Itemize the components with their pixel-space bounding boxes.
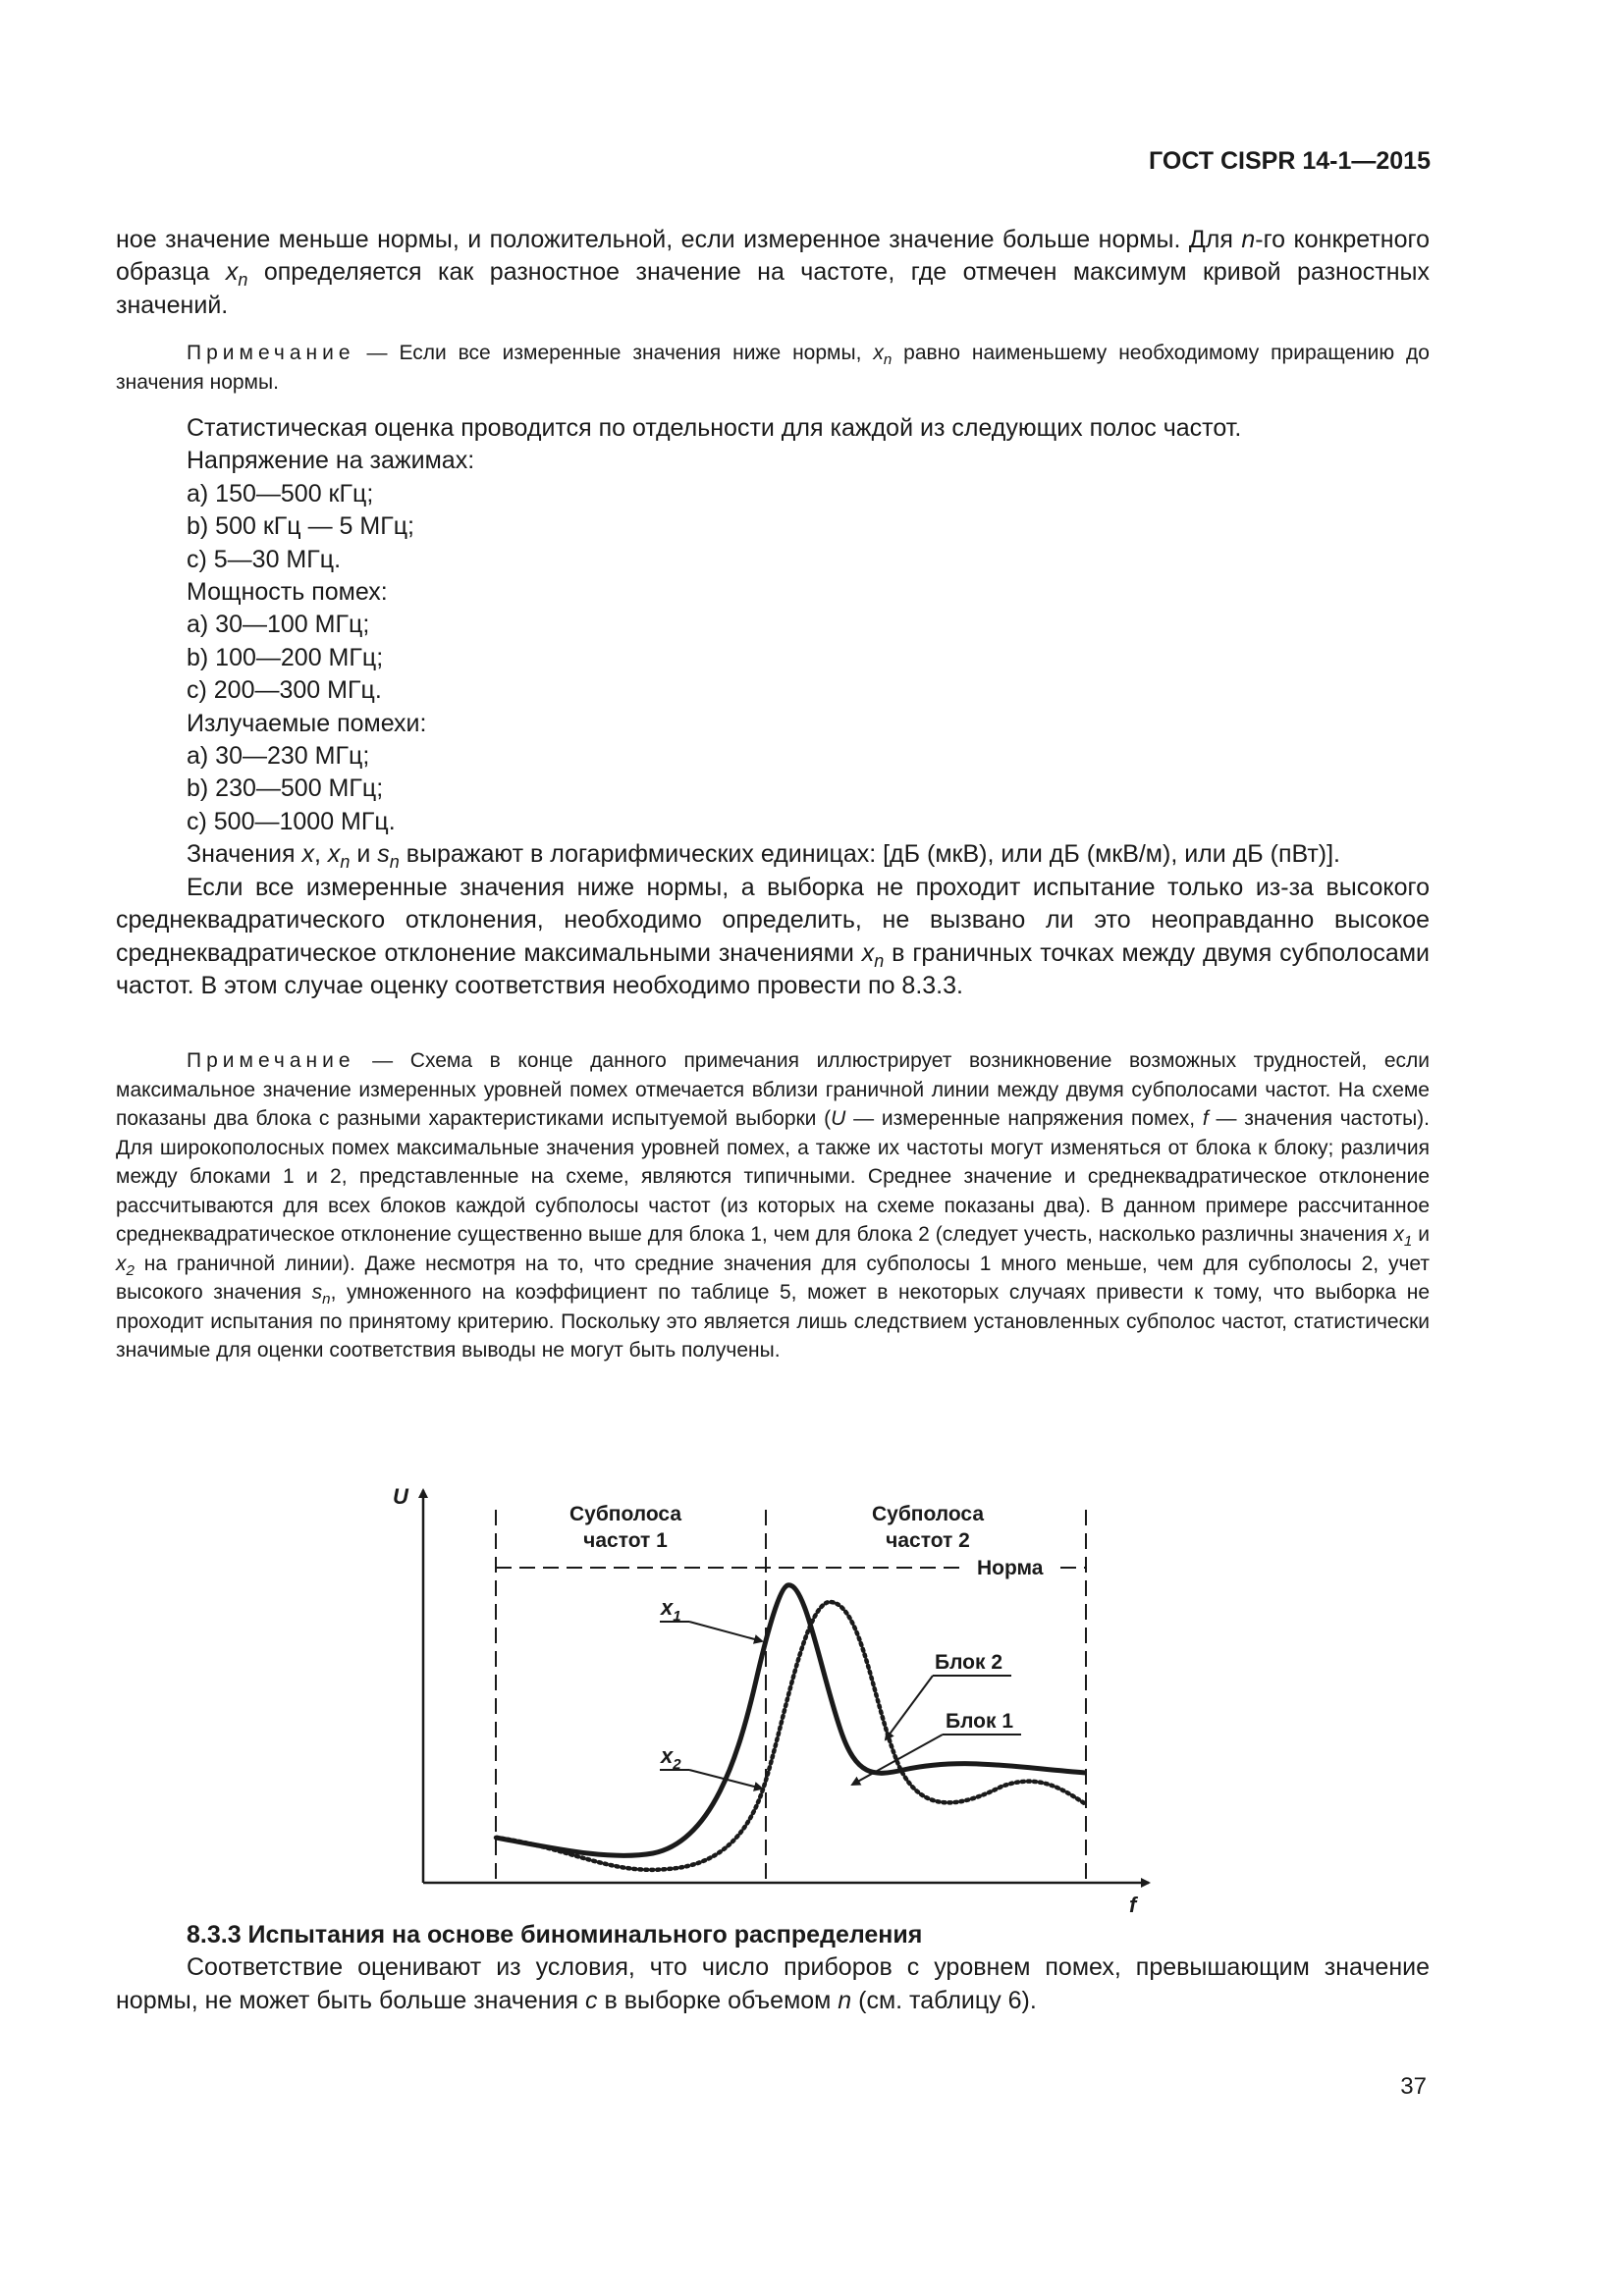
x1-arrow	[689, 1622, 762, 1641]
x-axis-label: f	[1129, 1893, 1137, 1917]
list-item: a) 150—500 кГц;	[187, 479, 374, 507]
list-item: a) 30—230 МГц;	[187, 742, 370, 771]
subband2-title-line2: частот 2	[886, 1529, 970, 1552]
section-heading: 8.3.3 Испытания на основе биноминального распределения	[187, 1921, 923, 1949]
note-2: Примечание — Схема в конце данного примечания иллюстрирует возникновение возможных трудностей, если максимальное значение измеренных уровней помех отмечается вблизи граничной линии между двумя субполосами частот. На схеме показаны два блока с разными характеристиками испытуемой выборки (U — измеренные напряжения помех, f — значения частоты). Для широкополосных помех максимальные значения уровней помех, а также их частоты могут изменяться от блока к блоку; различия между блоками 1 и 2, представленные на схеме, являются типичными. Среднее значение и среднеквадратическое отклонение рассчитываются для всех блоков каждой субполосы частот (из которых на схеме показаны два). В данном примере рассчитанное среднеквадратическое отклонение существенно выше для блока 1, чем для блока 2 (следует учесть, насколько различны значения $x_1$ и $x_2$ на граничной линии). Даже несмотря на то, что средние значения для субполосы 1 много меньше, чем для субполосы 2, учет высокого значения $s_n$, умноженного на коэффициент по таблице 5, может в некоторых случаях привести к тому, что выборка не проходит испытания по принятому критерию. Поскольку это является лишь следствием установленных субполос частот, статистически значимые для оценки соответствия выводы не могут быть получены.	[116, 1049, 1431, 1362]
x1-label: $x_1$	[661, 1595, 681, 1625]
norm-label: Норма	[977, 1557, 1044, 1579]
list-item: c) 500—1000 МГц.	[187, 807, 396, 835]
block1-arrow	[852, 1735, 943, 1785]
page-number: 37	[1400, 2073, 1427, 2100]
subband1-title-line1: Субполоса	[568, 1503, 682, 1525]
list-item: c) 5—30 МГц.	[187, 545, 342, 573]
section-8-3-3	[116, 1919, 1430, 2017]
block2-arrow	[886, 1676, 933, 1739]
y-axis-label: U	[393, 1484, 408, 1509]
power-heading: Мощность помех:	[187, 578, 388, 607]
section-paragraph: Соответствие оценивают из условия, что число приборов с уровнем помех, превышающим значение нормы, не может быть больше значения c в выборке объемом n (см. таблицу 6).	[116, 1953, 1430, 2014]
list-item: b) 230—500 МГц;	[187, 774, 384, 803]
units-paragraph: Значения x, $x_n$ и $s_n$ выражают в логарифмических единицах: [дБ (мкВ), или дБ (мкВ/м), или дБ (пВт)].	[187, 840, 1340, 873]
list-item: c) 200—300 МГц.	[187, 676, 382, 705]
subband2-title-line1: Субполоса	[871, 1503, 985, 1525]
document-header: ГОСТ CISPR 14-1—2015	[1149, 147, 1431, 175]
stat-intro: Статистическая оценка проводится по отдельности для каждой из следующих полос частот.	[187, 414, 1242, 442]
bands-block	[116, 412, 1430, 1002]
list-item: a) 30—100 МГц;	[187, 611, 370, 639]
block2-label: Блок 2	[935, 1651, 1003, 1674]
all-below-paragraph: Если все измеренные значения ниже нормы, а выборка не проходит испытание только из-за высокого среднеквадратического отклонения, необходимо определить, не вызвано ли это неоправданно высокое среднеквадратическое отклонение максимальными значениями $x_n$ в граничных точках между двумя субполосами частот. В этом случае оценку соответствия необходимо провести по 8.3.3.	[116, 873, 1430, 999]
voltage-heading: Напряжение на зажимах:	[187, 447, 475, 475]
x2-arrow	[689, 1770, 762, 1789]
subband-diagram	[373, 1472, 1178, 1924]
note-1: Примечание — Если все измеренные значения ниже нормы, $x_n$ равно наименьшему необходимому приращению до значения нормы.	[116, 342, 1430, 394]
list-item: b) 500 кГц — 5 МГц;	[187, 512, 414, 541]
radiated-heading: Излучаемые помехи:	[187, 709, 427, 737]
block2-curve	[496, 1602, 1086, 1870]
list-item: b) 100—200 МГц;	[187, 643, 384, 671]
block1-label: Блок 1	[946, 1710, 1014, 1733]
x2-label: $x_2$	[661, 1743, 681, 1773]
subband1-title-line2: частот 1	[583, 1529, 668, 1552]
paragraph-continuation: ное значение меньше нормы, и положительной, если измеренное значение больше нормы. Для n-го конкретного образца $x_n$ определяется как разностное значение на частоте, где отмечен максимум кривой разностных значений.	[116, 226, 1430, 319]
